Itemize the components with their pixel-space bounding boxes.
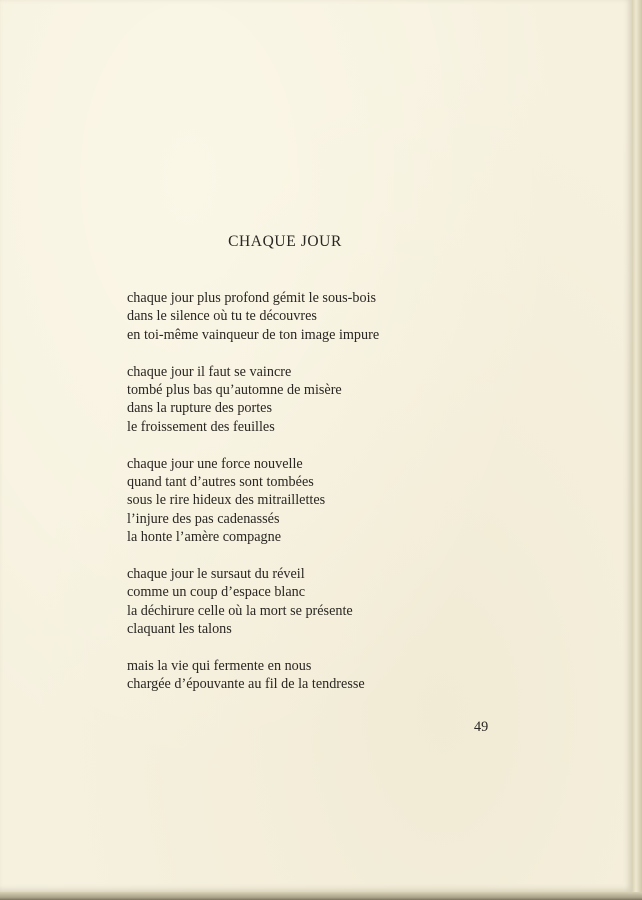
stanza-1 bbox=[127, 289, 527, 344]
page-edge-bottom bbox=[0, 892, 642, 900]
poem-line: sous le rire hideux des mitraillettes bbox=[127, 492, 326, 509]
stanza-3 bbox=[127, 455, 527, 547]
poem-line: chargée d’épouvante au fil de la tendresse bbox=[127, 676, 365, 693]
stanza-4 bbox=[127, 565, 527, 639]
poem-line: le froissement des feuilles bbox=[127, 418, 275, 435]
poem-body bbox=[127, 289, 527, 712]
poem-line: la honte l’amère compagne bbox=[127, 529, 282, 546]
poem-line: chaque jour il faut se vaincre bbox=[127, 363, 292, 380]
poem-line: chaque jour le sursaut du réveil bbox=[127, 566, 305, 583]
poem-title-text: CHAQUE JOUR bbox=[228, 233, 342, 250]
poem-line: en toi-même vainqueur de ton image impure bbox=[127, 326, 380, 343]
poem-line: dans la rupture des portes bbox=[127, 400, 272, 417]
poem-line: quand tant d’autres sont tombées bbox=[127, 474, 314, 491]
poem-line: la déchirure celle où la mort se présente bbox=[127, 602, 353, 619]
stanza-5 bbox=[127, 657, 527, 694]
poem-title bbox=[0, 233, 570, 251]
poem-line: mais la vie qui fermente en nous bbox=[127, 658, 312, 675]
poem-line: comme un coup d’espace blanc bbox=[127, 584, 306, 601]
page-number: 49 bbox=[474, 719, 489, 735]
poem-line: chaque jour plus profond gémit le sous-bois bbox=[127, 290, 377, 306]
poem-line: l’injure des pas cadenassés bbox=[127, 510, 280, 527]
poem-line: dans le silence où tu te découvres bbox=[127, 308, 317, 325]
poem-line: chaque jour une force nouvelle bbox=[127, 455, 303, 472]
stanza-2 bbox=[127, 363, 527, 437]
page-edge-right bbox=[632, 0, 642, 900]
poem-line: tombé plus bas qu’automne de misère bbox=[127, 382, 342, 399]
poem-line: claquant les talons bbox=[127, 621, 232, 638]
